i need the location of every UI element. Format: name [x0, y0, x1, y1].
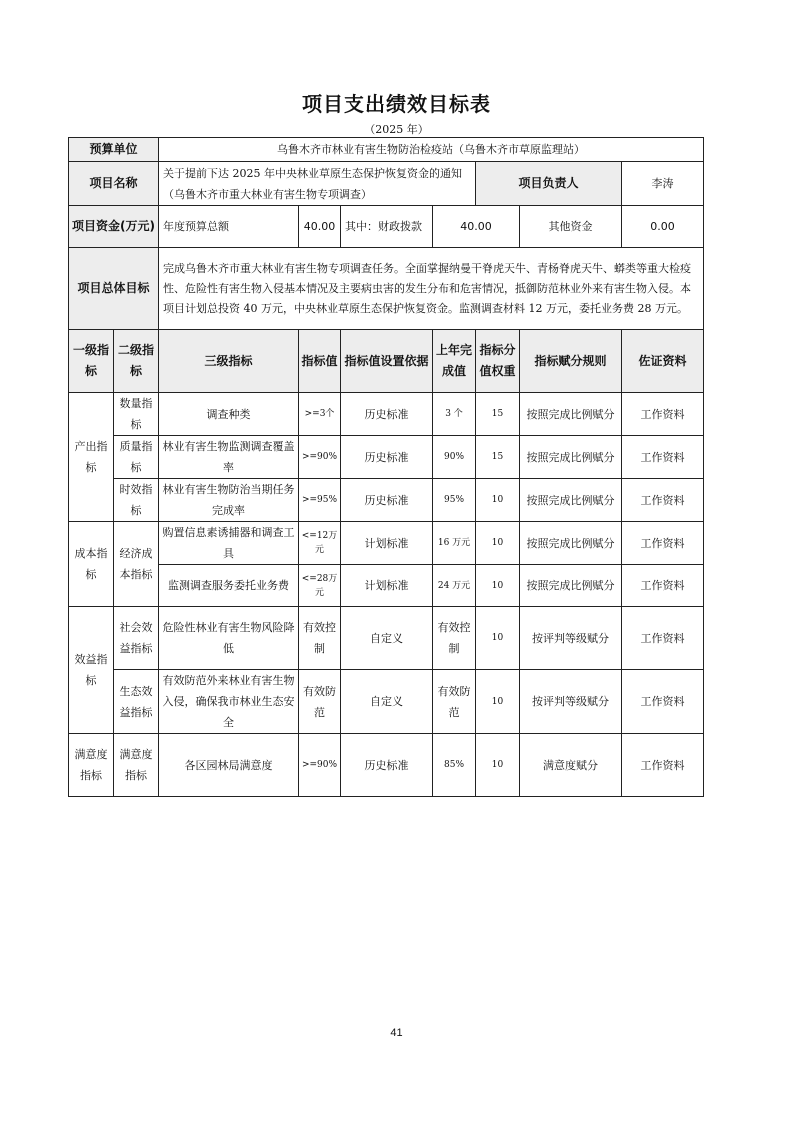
header-weight: 指标分值权重	[476, 330, 520, 393]
project-leader-value: 李涛	[622, 162, 704, 206]
row-weight: 10	[476, 607, 520, 670]
row-basis: 历史标准	[341, 734, 433, 797]
header-rule: 指标赋分规则	[520, 330, 622, 393]
header-evidence: 佐证资料	[622, 330, 704, 393]
row-evidence: 工作资料	[622, 436, 704, 479]
row-level3: 危险性林业有害生物风险降低	[159, 607, 299, 670]
row-level2: 生态效益指标	[114, 670, 159, 734]
row-level2: 社会效益指标	[114, 607, 159, 670]
row-value: <=12万元	[299, 522, 341, 565]
row-last-year: 90%	[433, 436, 476, 479]
row-value: >=95%	[299, 479, 341, 522]
row-level3: 有效防范外来林业有害生物入侵，确保我市林业生态安全	[159, 670, 299, 734]
header-basis: 指标值设置依据	[341, 330, 433, 393]
row-level2: 数量指标	[114, 393, 159, 436]
table-row	[69, 436, 704, 479]
project-leader-label: 项目负责人	[476, 162, 622, 206]
row-basis: 历史标准	[341, 479, 433, 522]
group-satisfaction: 满意度指标	[69, 734, 114, 797]
row-evidence: 工作资料	[622, 522, 704, 565]
row-rule: 满意度赋分	[520, 734, 622, 797]
header-last-year: 上年完成值	[433, 330, 476, 393]
row-weight: 10	[476, 479, 520, 522]
row-weight: 10	[476, 522, 520, 565]
row-level2: 经济成本指标	[114, 522, 159, 607]
row-level3: 调查种类	[159, 393, 299, 436]
row-last-year: 有效控制	[433, 607, 476, 670]
table-row	[69, 565, 704, 607]
header-level3: 三级指标	[159, 330, 299, 393]
row-last-year: 85%	[433, 734, 476, 797]
row-level2: 满意度指标	[114, 734, 159, 797]
row-value: >=90%	[299, 436, 341, 479]
row-rule: 按照完成比例赋分	[520, 393, 622, 436]
row-weight: 15	[476, 436, 520, 479]
fiscal-label: 其中：财政拨款	[341, 206, 433, 248]
row-basis: 自定义	[341, 670, 433, 734]
row-level2: 质量指标	[114, 436, 159, 479]
row-rule: 按照完成比例赋分	[520, 565, 622, 607]
row-rule: 按照完成比例赋分	[520, 436, 622, 479]
row-level3: 各区园林局满意度	[159, 734, 299, 797]
table-row	[69, 607, 704, 670]
table-row	[69, 734, 704, 797]
project-name-label: 项目名称	[69, 162, 159, 206]
header-level2: 二级指标	[114, 330, 159, 393]
row-evidence: 工作资料	[622, 670, 704, 734]
row-level3: 购置信息素诱捕器和调查工具	[159, 522, 299, 565]
row-value: 有效防范	[299, 670, 341, 734]
row-evidence: 工作资料	[622, 393, 704, 436]
table-row	[69, 522, 704, 565]
row-basis: 计划标准	[341, 565, 433, 607]
row-rule: 按照完成比例赋分	[520, 479, 622, 522]
row-evidence: 工作资料	[622, 607, 704, 670]
row-level3: 监测调查服务委托业务费	[159, 565, 299, 607]
row-last-year: 有效防范	[433, 670, 476, 734]
group-benefit: 效益指标	[69, 607, 114, 734]
annual-budget-label: 年度预算总额	[159, 206, 299, 248]
funds-label: 项目资金(万元)	[69, 206, 159, 248]
row-evidence: 工作资料	[622, 565, 704, 607]
row-value: >=90%	[299, 734, 341, 797]
page-title: 项目支出绩效目标表	[302, 92, 491, 116]
group-output: 产出指标	[69, 393, 114, 522]
row-value: <=28万元	[299, 565, 341, 607]
table-row	[69, 479, 704, 522]
row-basis: 自定义	[341, 607, 433, 670]
row-weight: 10	[476, 734, 520, 797]
row-last-year: 3 个	[433, 393, 476, 436]
budget-unit-label: 预算单位	[69, 138, 159, 162]
other-funds-value: 0.00	[622, 206, 704, 248]
row-value: 有效控制	[299, 607, 341, 670]
budget-unit-value: 乌鲁木齐市林业有害生物防治检疫站（乌鲁木齐市草原监理站）	[159, 138, 704, 162]
table-row	[69, 393, 704, 436]
row-level2: 时效指标	[114, 479, 159, 522]
year-label: （2025 年）	[364, 123, 429, 136]
overall-goal-label: 项目总体目标	[69, 248, 159, 330]
row-rule: 按评判等级赋分	[520, 670, 622, 734]
row-level3: 林业有害生物监测调查覆盖率	[159, 436, 299, 479]
row-rule: 按评判等级赋分	[520, 607, 622, 670]
row-basis: 历史标准	[341, 393, 433, 436]
row-evidence: 工作资料	[622, 734, 704, 797]
page-number: 41	[390, 1027, 403, 1039]
table-row	[69, 670, 704, 734]
row-basis: 计划标准	[341, 522, 433, 565]
row-last-year: 16 万元	[433, 522, 476, 565]
row-weight: 10	[476, 670, 520, 734]
header-level1: 一级指标	[69, 330, 114, 393]
overall-goal-text: 完成乌鲁木齐市重大林业有害生物专项调查任务。全面掌握纳曼干脊虎天牛、青杨脊虎天牛、蟒类等重大检疫性、危险性有害生物入侵基本情况及主要病虫害的发生分布和危害情况，抵御防范林业外来有害生物入侵。本项目计划总投资 40 万元，中央林业草原生态保护恢复资金。监测调查材料 12 万元，委托业务费 28 万元。	[159, 248, 704, 330]
row-last-year: 95%	[433, 479, 476, 522]
header-value: 指标值	[299, 330, 341, 393]
row-evidence: 工作资料	[622, 479, 704, 522]
row-last-year: 24 万元	[433, 565, 476, 607]
row-weight: 10	[476, 565, 520, 607]
row-basis: 历史标准	[341, 436, 433, 479]
annual-budget-value: 40.00	[299, 206, 341, 248]
row-weight: 15	[476, 393, 520, 436]
other-funds-label: 其他资金	[520, 206, 622, 248]
fiscal-value: 40.00	[433, 206, 520, 248]
row-rule: 按照完成比例赋分	[520, 522, 622, 565]
row-value: >=3个	[299, 393, 341, 436]
performance-table	[68, 137, 704, 797]
group-cost: 成本指标	[69, 522, 114, 607]
row-level3: 林业有害生物防治当期任务完成率	[159, 479, 299, 522]
project-name-value: 关于提前下达 2025 年中央林业草原生态保护恢复资金的通知（乌鲁木齐市重大林业有害生物专项调查）	[159, 162, 476, 206]
